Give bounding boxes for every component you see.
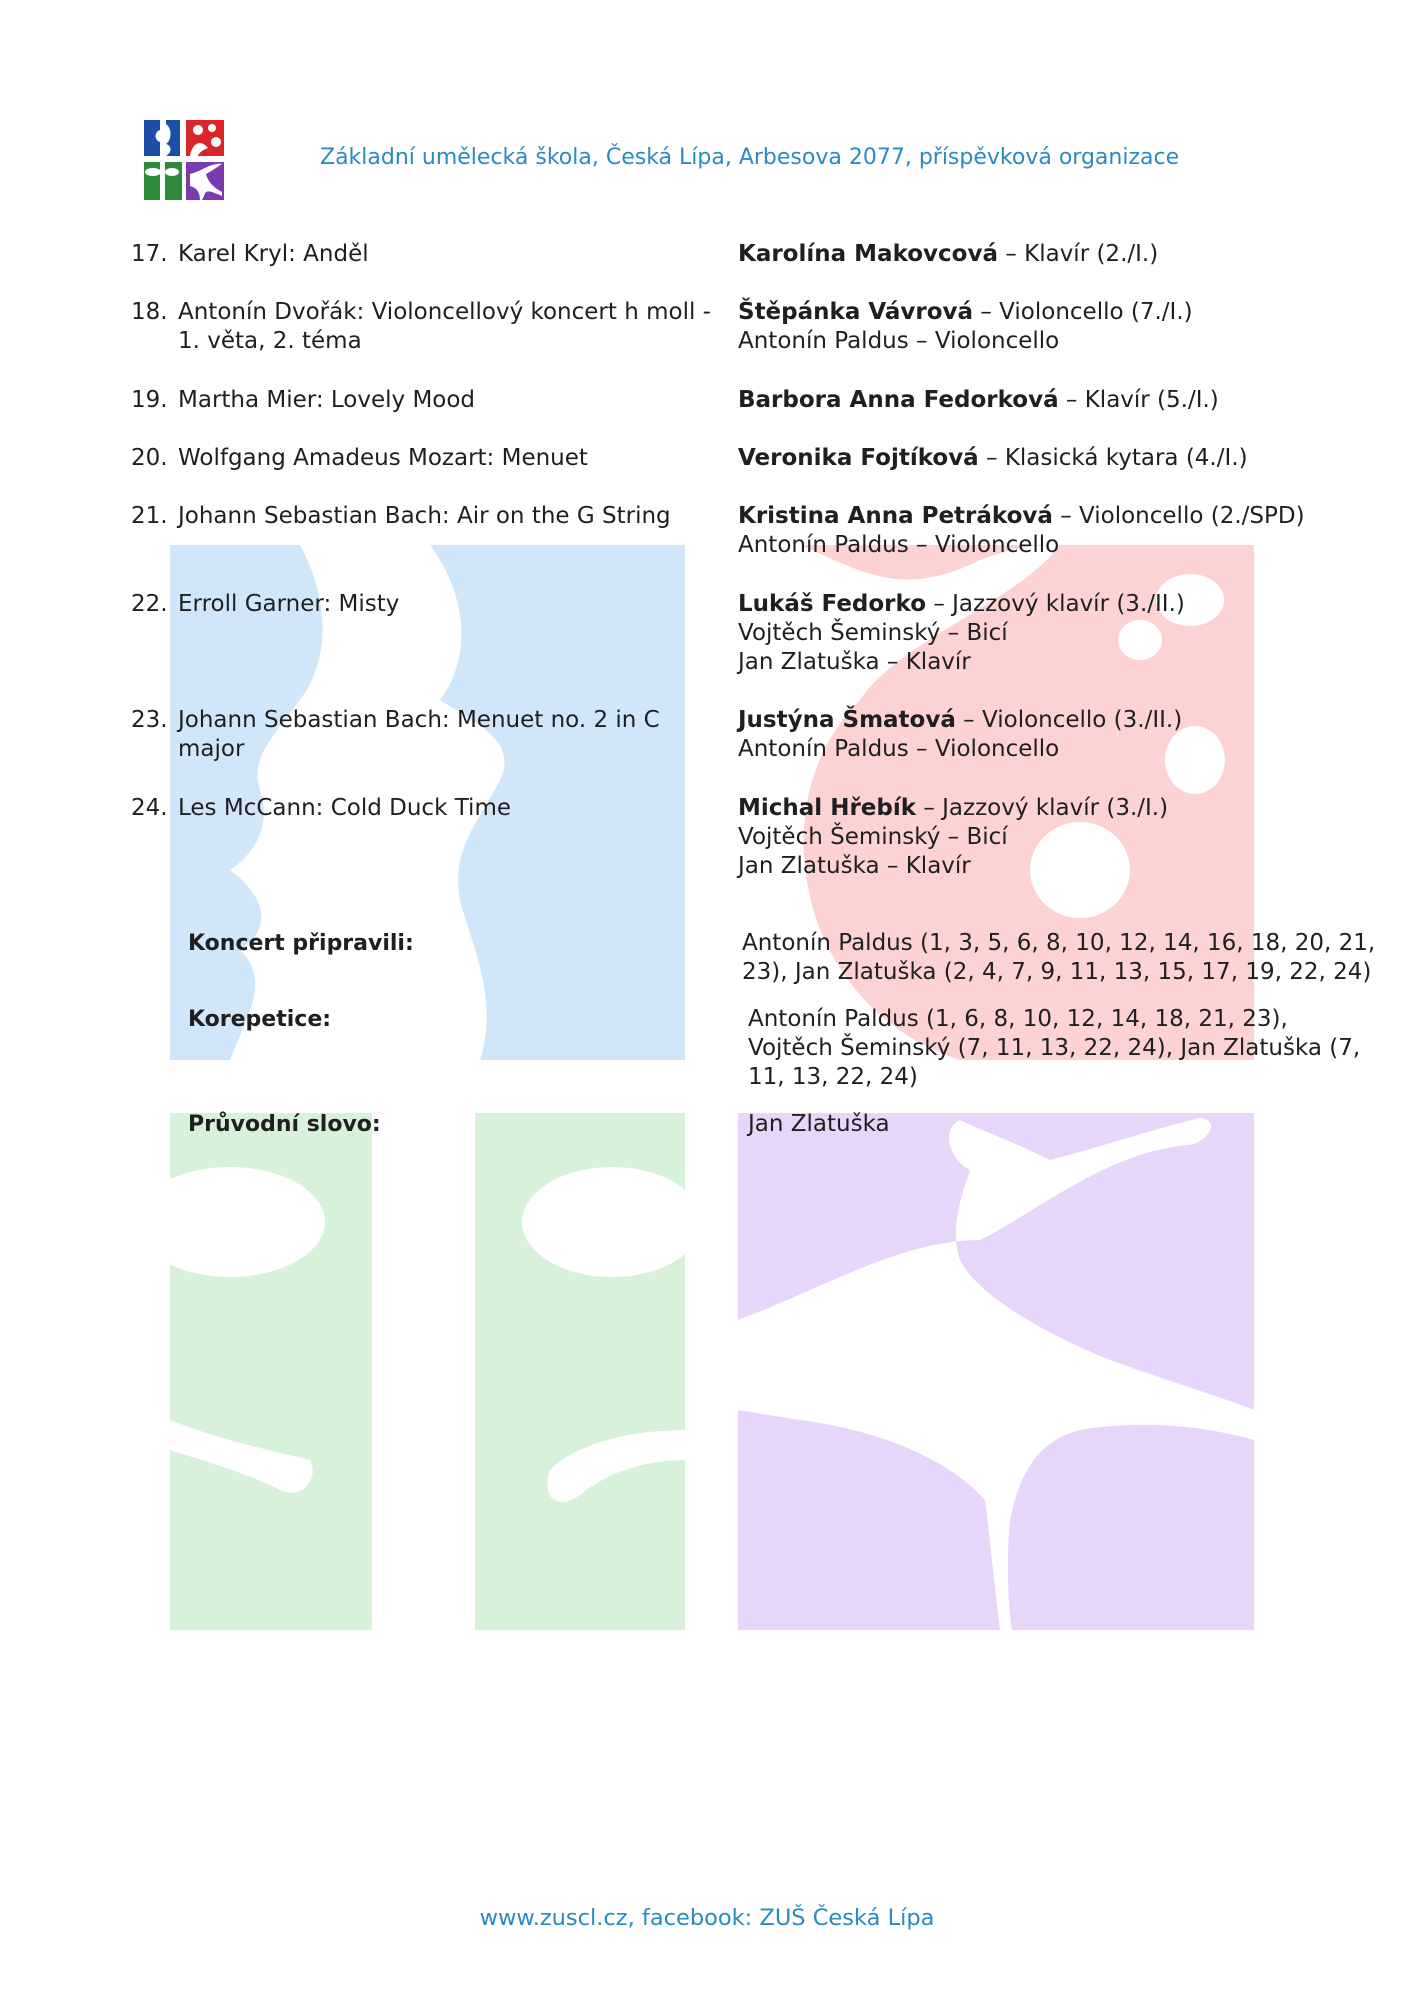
program-item-number: 22. [131, 591, 168, 617]
performer-name: Lukáš Fedorko [738, 591, 927, 617]
performer-role: Vojtěch Šeminský – Bicí [738, 620, 1008, 646]
performer-line [738, 735, 1298, 764]
title-line: Les McCann: Cold Duck Time [178, 795, 511, 821]
credit-value-line: Antonín Paldus (1, 3, 5, 6, 8, 10, 12, 14, 16, 18, 20, 21, [742, 930, 1376, 956]
performer-line [738, 298, 1298, 327]
credit-value-line: 11, 13, 22, 24) [748, 1064, 918, 1090]
performer-role: Antonín Paldus – Violoncello [738, 328, 1060, 354]
credit-value-line: Antonín Paldus (1, 6, 8, 10, 12, 14, 18, 21, 23), [748, 1006, 1288, 1032]
program-item-number: 17. [131, 241, 168, 267]
program-item-performers [738, 502, 1305, 560]
title-line: Martha Mier: Lovely Mood [178, 387, 476, 413]
credit-label: Průvodní slovo: [188, 1112, 381, 1137]
performer-name: Veronika Fojtíková [738, 445, 979, 471]
performer-role: – Violoncello (3./II.) [955, 707, 1183, 733]
title-line: Johann Sebastian Bach: Menuet no. 2 in C [178, 707, 660, 733]
performer-name: Justýna Šmatová [738, 707, 956, 733]
header-title: Základní umělecká škola, Česká Lípa, Arbesova 2077, příspěvková organizace [320, 145, 1180, 170]
program-item-performers [738, 386, 1298, 415]
performer-role: Vojtěch Šeminský – Bicí [738, 824, 1008, 850]
purple-dancer-panel [738, 1113, 1254, 1630]
program-item-performers [738, 444, 1298, 473]
program-item-title [178, 590, 718, 619]
performer-line [738, 794, 1298, 823]
credit-value-line: 23), Jan Zlatuška (2, 4, 7, 9, 11, 13, 15, 17, 19, 22, 24) [742, 959, 1372, 985]
performer-role: – Klasická kytara (4./I.) [978, 445, 1248, 471]
program-item-title [178, 298, 718, 356]
program-item-performers [738, 298, 1298, 356]
program-item-number: 24. [131, 795, 168, 821]
footer-links[interactable]: www.zuscl.cz, facebook: ZUŠ Česká Lípa [479, 1905, 935, 1931]
program-item-number: 23. [131, 707, 168, 733]
performer-name: Štěpánka Vávrová [738, 299, 974, 325]
performer-role: – Violoncello (7./I.) [973, 299, 1193, 325]
program-item-number: 18. [131, 299, 168, 325]
program-item-title [178, 794, 718, 823]
title-line: major [178, 736, 245, 762]
performer-role: – Klavír (5./I.) [1058, 387, 1219, 413]
green-masks-panel [135, 1113, 702, 1630]
title-line: Johann Sebastian Bach: Air on the G String [178, 503, 671, 529]
performer-line [738, 823, 1298, 852]
title-line: Wolfgang Amadeus Mozart: Menuet [178, 445, 588, 471]
performer-name: Karolína Makovcová [738, 241, 998, 267]
performer-role: Antonín Paldus – Violoncello [738, 532, 1060, 558]
program-item-number: 21. [131, 503, 168, 529]
title-line: 1. věta, 2. téma [178, 328, 362, 354]
performer-line [738, 619, 1298, 648]
performer-line [738, 590, 1298, 619]
performer-role: Jan Zlatuška – Klavír [738, 853, 971, 879]
credit-value [742, 929, 1376, 987]
program-item-performers [738, 590, 1298, 677]
performer-role: Antonín Paldus – Violoncello [738, 736, 1060, 762]
performer-line [738, 327, 1298, 356]
performer-line [738, 240, 1298, 269]
performer-line [738, 648, 1298, 677]
performer-role: – Klavír (2./I.) [998, 241, 1159, 267]
performer-role: Jan Zlatuška – Klavír [738, 649, 971, 675]
school-logo [142, 118, 226, 202]
credit-value-line: Vojtěch Šeminský (7, 11, 13, 22, 24), Jan Zlatuška (7, [748, 1035, 1361, 1061]
program-item-title [178, 444, 718, 473]
program-item-title [178, 706, 718, 764]
performer-name: Kristina Anna Petráková [738, 503, 1053, 529]
performer-line [738, 502, 1305, 531]
title-line: Erroll Garner: Misty [178, 591, 400, 617]
performer-role: – Jazzový klavír (3./II.) [926, 591, 1185, 617]
performer-line [738, 531, 1298, 560]
performer-name: Michal Hřebík [738, 795, 917, 821]
performer-role: – Jazzový klavír (3./I.) [916, 795, 1169, 821]
program-item-title [178, 386, 718, 415]
program-item-title [178, 240, 718, 269]
credit-label: Korepetice: [188, 1007, 332, 1032]
credit-value [748, 1110, 1348, 1139]
program-item-number: 20. [131, 445, 168, 471]
title-line: Antonín Dvořák: Violoncellový koncert h moll - [178, 299, 711, 325]
credit-label: Koncert připravili: [188, 931, 414, 956]
program-item-title [178, 502, 718, 531]
program-item-number: 19. [131, 387, 168, 413]
program-item-performers [738, 706, 1298, 764]
performer-line [738, 706, 1298, 735]
performer-name: Barbora Anna Fedorková [738, 387, 1059, 413]
program-item-performers [738, 794, 1298, 881]
performer-line [738, 386, 1298, 415]
credit-value [748, 1005, 1361, 1092]
credit-value-line: Jan Zlatuška [748, 1111, 890, 1137]
performer-line [738, 444, 1298, 473]
title-line: Karel Kryl: Anděl [178, 241, 369, 267]
performer-line [738, 852, 1298, 881]
program-item-performers [738, 240, 1298, 269]
performer-role: – Violoncello (2./SPD) [1052, 503, 1305, 529]
